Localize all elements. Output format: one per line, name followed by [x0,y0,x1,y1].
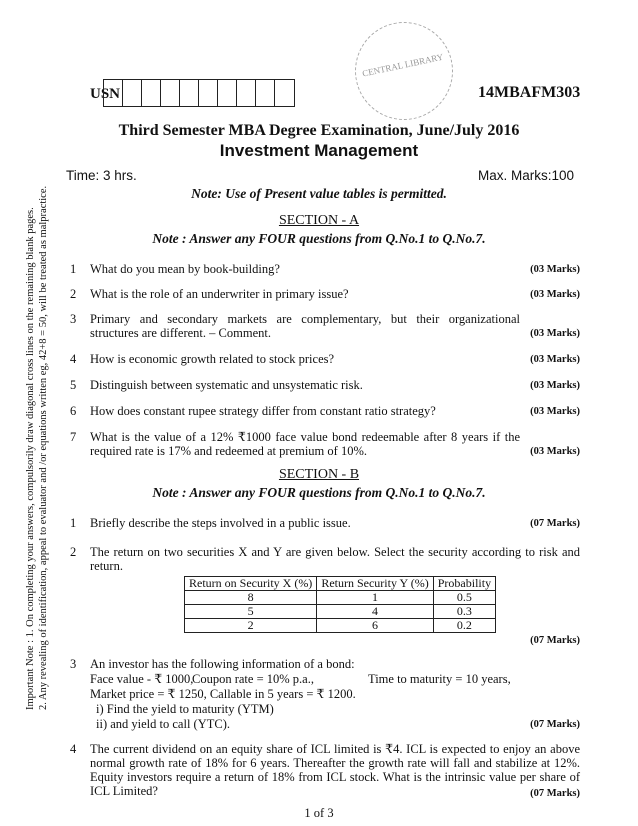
page-number: 1 of 3 [304,806,334,820]
usn-box [275,80,294,106]
question-a4 [70,352,580,368]
question-text: Briefly describe the steps involved in a public issue. [90,516,351,530]
paper-code: 14MBAFM303 [478,84,581,101]
question-text: The current dividend on an equity share of ICL limited is ₹4. ICL is expected to enjoy an above normal growth rate of 18% for 6 years. Thereafter the growth rate will fall and stabilize at 12%. Equity investors require a return of 18% from ICL stock. What is the intrinsic value per share of ICL Limited? [90,742,580,798]
question-a5 [70,378,580,394]
question-text: How is economic growth related to stock prices? [90,352,335,366]
section-a-note: Note : Answer any FOUR questions from Q.No.1 to Q.No.7. [152,231,486,246]
question-text: How does constant rupee strategy differ from constant ratio strategy? [90,404,436,418]
table-row [185,605,496,619]
table-header: Return Security Y (%) [317,577,433,591]
time-allowed: Time: 3 hrs. [66,168,137,183]
usn-box [218,80,237,106]
question-marks: (07 Marks) [530,719,580,730]
question-marks: (03 Marks) [530,289,580,300]
bond-market-price: Market price = ₹ 1250, Callable in 5 years = ₹ 1200. [90,687,356,701]
question-number: 7 [70,430,77,444]
usn-box [199,80,218,106]
question-marks: (03 Marks) [530,354,580,365]
question-marks: (07 Marks) [530,788,580,799]
exam-title: Third Semester MBA Degree Examination, June/July 2016 [118,122,520,139]
question-b3 [70,657,580,733]
bond-coupon-rate: Coupon rate = 10% p.a., [192,672,314,686]
question-b4 [70,742,580,802]
section-b-title: SECTION - B [278,467,360,482]
section-b-note: Note : Answer any FOUR questions from Q.No.1 to Q.No.7. [152,485,486,500]
question-number: 4 [70,352,77,366]
bond-maturity: Time to maturity = 10 years, [368,672,511,686]
general-note: Note: Use of Present value tables is permitted. [191,186,447,201]
table-cell: 0.3 [433,605,495,619]
usn-box [142,80,161,106]
question-number: 3 [70,657,77,671]
question-text: What do you mean by book-building? [90,262,280,276]
question-a2 [70,287,580,303]
table-cell: 0.2 [433,619,495,633]
table-cell: 5 [185,605,317,619]
question-number: 6 [70,404,77,418]
question-a7 [70,430,580,462]
question-marks: (03 Marks) [530,328,580,339]
question-b2 [70,545,580,575]
table-cell: 6 [317,619,433,633]
returns-table [184,576,496,633]
question-number: 2 [70,545,77,559]
table-header-row [185,577,496,591]
usn-label: USN [90,86,121,102]
usn-box [237,80,256,106]
question-text: What is the role of an underwriter in primary issue? [90,287,349,301]
side-note-line-2: 2. Any revealing of identification, appeal to evaluator and /or equations written eg, 42+8 = 50, will be treated as malpractice. [38,185,49,710]
question-number: 4 [70,742,77,756]
table-cell: 4 [317,605,433,619]
question-marks: (07 Marks) [530,518,580,529]
question-number: 3 [70,312,77,326]
table-row [185,619,496,633]
usn-box [161,80,180,106]
question-text: The return on two securities X and Y are given below. Select the security according to risk and return. [90,545,580,573]
question-text: Primary and secondary markets are complementary, but their organizational structures are different. – Comment. [90,312,520,340]
question-b1 [70,516,580,532]
table-cell: 1 [317,591,433,605]
sub-question-ii: ii) and yield to call (YTC). [96,717,230,731]
side-note-line-1: Important Note : 1. On completing your answers, compulsorily draw diagonal cross lines on the remaining blank pages. [25,207,36,710]
sub-question-i: i) Find the yield to maturity (YTM) [96,702,274,716]
question-marks: (07 Marks) [530,635,580,646]
library-stamp [346,13,462,129]
question-text: Distinguish between systematic and unsystematic risk. [90,378,363,392]
question-marks: (03 Marks) [530,264,580,275]
question-text: What is the value of a 12% ₹1000 face value bond redeemable after 8 years if the required rate is 17% and redeemed at premium of 10%. [90,430,520,458]
table-header: Probability [433,577,495,591]
question-number: 1 [70,516,77,530]
stamp-text: CENTRAL LIBRARY [361,51,445,79]
usn-boxes [103,79,295,107]
question-marks: (03 Marks) [530,446,580,457]
usn-box [180,80,199,106]
table-cell: 2 [185,619,317,633]
question-a1 [70,262,580,278]
question-number: 5 [70,378,77,392]
usn-box [256,80,275,106]
question-a3 [70,312,580,344]
question-number: 1 [70,262,77,276]
table-header: Return on Security X (%) [185,577,317,591]
table-cell: 0.5 [433,591,495,605]
question-number: 2 [70,287,77,301]
table-cell: 8 [185,591,317,605]
bond-intro: An investor has the following information of a bond: [90,657,355,671]
question-a6 [70,404,580,420]
question-b2-marks-row [70,634,580,648]
max-marks: Max. Marks:100 [478,168,575,183]
usn-box [123,80,142,106]
table-row [185,591,496,605]
question-marks: (03 Marks) [530,380,580,391]
section-a-title: SECTION - A [278,213,360,228]
bond-face-value: Face value - ₹ 1000, [90,672,194,686]
subject-title: Investment Management [219,141,419,160]
usn-box [104,80,123,106]
question-marks: (03 Marks) [530,406,580,417]
